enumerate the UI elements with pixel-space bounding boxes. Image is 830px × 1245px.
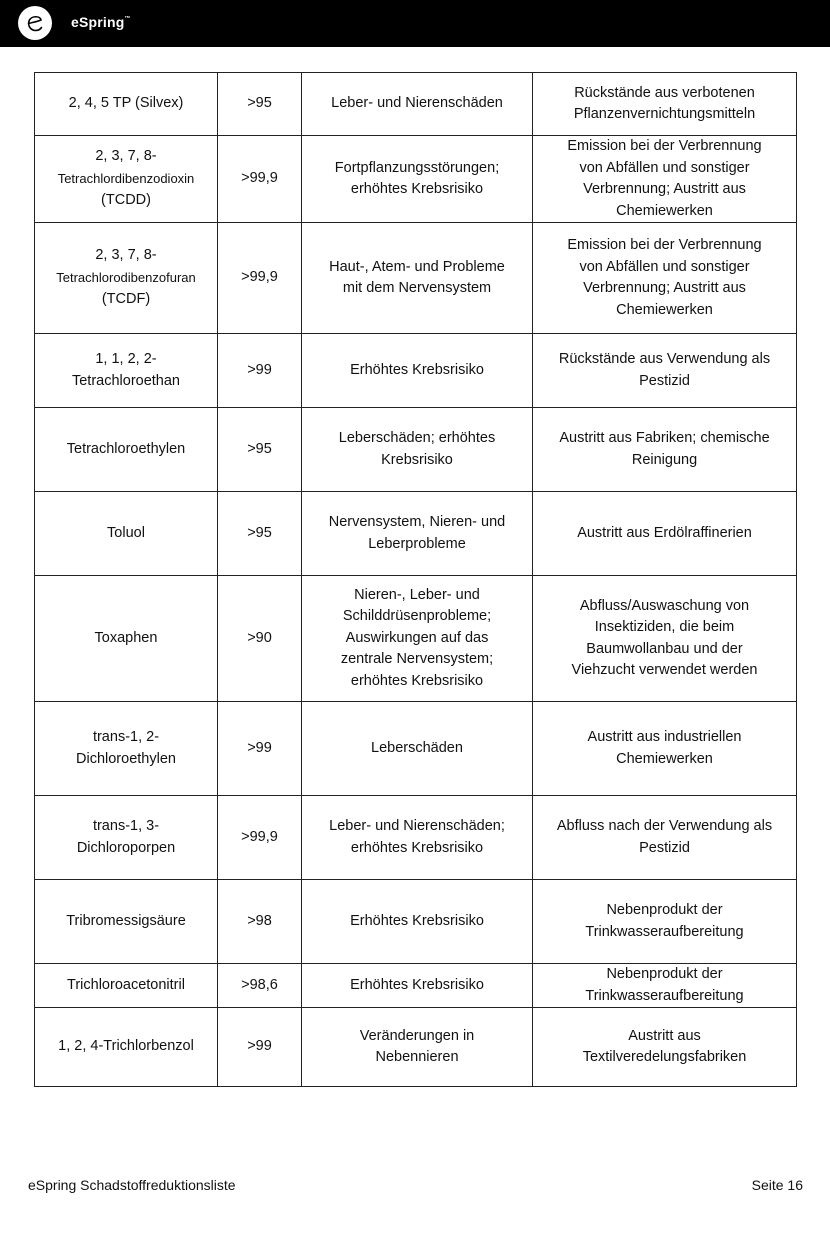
substance-cell: 2, 3, 7, 8- Tetrachlorodibenzofuran (TCDF)	[35, 223, 218, 334]
table-row	[35, 796, 797, 880]
effects-cell: Nieren-, Leber- und Schilddrüsenprobleme; Auswirkungen auf das zentrale Nervensystem; erhöhtes Krebsrisiko	[302, 576, 533, 702]
footer-page-number: Seite 16	[751, 1177, 803, 1193]
table-row	[35, 702, 797, 796]
substance-cell: Tetrachloroethylen	[35, 408, 218, 492]
table-row	[35, 880, 797, 964]
substance-cell: 1, 2, 4-Trichlorbenzol	[35, 1008, 218, 1087]
substance-cell: 1, 1, 2, 2- Tetrachloroethan	[35, 334, 218, 408]
brand-name: eSpring™	[71, 14, 131, 30]
table-row	[35, 223, 797, 334]
sources-cell: Rückstände aus Verwendung als Pestizid	[533, 334, 797, 408]
reduction-cell: >99	[218, 702, 302, 796]
table-row	[35, 1008, 797, 1087]
reduction-cell: >99,9	[218, 223, 302, 334]
substance-cell: Toxaphen	[35, 576, 218, 702]
effects-cell: Erhöhtes Krebsrisiko	[302, 880, 533, 964]
sources-cell: Nebenprodukt der Trinkwasseraufbereitung	[533, 964, 797, 1008]
reduction-cell: >98	[218, 880, 302, 964]
sources-cell: Abfluss/Auswaschung von Insektiziden, die beim Baumwollanbau und der Viehzucht verwendet werden	[533, 576, 797, 702]
reduction-cell: >95	[218, 408, 302, 492]
sources-cell: Emission bei der Verbrennung von Abfällen und sonstiger Verbrennung; Austritt aus Chemiewerken	[533, 136, 797, 223]
espring-logo-icon	[18, 6, 52, 40]
table-row	[35, 408, 797, 492]
effects-cell: Leber- und Nierenschäden	[302, 73, 533, 136]
reduction-cell: >99,9	[218, 796, 302, 880]
effects-cell: Leberschäden	[302, 702, 533, 796]
sources-cell: Austritt aus Erdölraffinerien	[533, 492, 797, 576]
effects-cell: Veränderungen in Nebennieren	[302, 1008, 533, 1087]
sources-cell: Emission bei der Verbrennung von Abfällen und sonstiger Verbrennung; Austritt aus Chemiewerken	[533, 223, 797, 334]
page-header	[0, 0, 830, 47]
substance-cell: Trichloroacetonitril	[35, 964, 218, 1008]
table-row	[35, 136, 797, 223]
effects-cell: Leber- und Nierenschäden; erhöhtes Krebsrisiko	[302, 796, 533, 880]
effects-cell: Haut-, Atem- und Probleme mit dem Nervensystem	[302, 223, 533, 334]
logo-e-glyph	[22, 10, 48, 36]
effects-cell: Leberschäden; erhöhtes Krebsrisiko	[302, 408, 533, 492]
substance-cell: Tribromessigsäure	[35, 880, 218, 964]
substance-cell: trans-1, 2- Dichloroethylen	[35, 702, 218, 796]
sources-cell: Nebenprodukt der Trinkwasseraufbereitung	[533, 880, 797, 964]
footer-document-title: eSpring Schadstoffreduktionsliste	[28, 1177, 236, 1193]
effects-cell: Fortpflanzungsstörungen; erhöhtes Krebsrisiko	[302, 136, 533, 223]
reduction-cell: >99	[218, 1008, 302, 1087]
reduction-cell: >99	[218, 334, 302, 408]
reduction-cell: >98,6	[218, 964, 302, 1008]
reduction-cell: >95	[218, 492, 302, 576]
sources-cell: Austritt aus Textilveredelungsfabriken	[533, 1008, 797, 1087]
table-row	[35, 492, 797, 576]
table-row	[35, 576, 797, 702]
table-row	[35, 334, 797, 408]
reduction-cell: >90	[218, 576, 302, 702]
contaminant-table	[34, 72, 797, 1087]
reduction-cell: >95	[218, 73, 302, 136]
reduction-cell: >99,9	[218, 136, 302, 223]
effects-cell: Erhöhtes Krebsrisiko	[302, 964, 533, 1008]
substance-cell: 2, 3, 7, 8- Tetrachlordibenzodioxin (TCDD)	[35, 136, 218, 223]
substance-cell: 2, 4, 5 TP (Silvex)	[35, 73, 218, 136]
sources-cell: Austritt aus industriellen Chemiewerken	[533, 702, 797, 796]
effects-cell: Nervensystem, Nieren- und Leberprobleme	[302, 492, 533, 576]
sources-cell: Rückstände aus verbotenen Pflanzenvernichtungsmitteln	[533, 73, 797, 136]
sources-cell: Abfluss nach der Verwendung als Pestizid	[533, 796, 797, 880]
table-row	[35, 73, 797, 136]
substance-cell: trans-1, 3- Dichloroporpen	[35, 796, 218, 880]
sources-cell: Austritt aus Fabriken; chemische Reinigung	[533, 408, 797, 492]
effects-cell: Erhöhtes Krebsrisiko	[302, 334, 533, 408]
substance-cell: Toluol	[35, 492, 218, 576]
table-row	[35, 964, 797, 1008]
